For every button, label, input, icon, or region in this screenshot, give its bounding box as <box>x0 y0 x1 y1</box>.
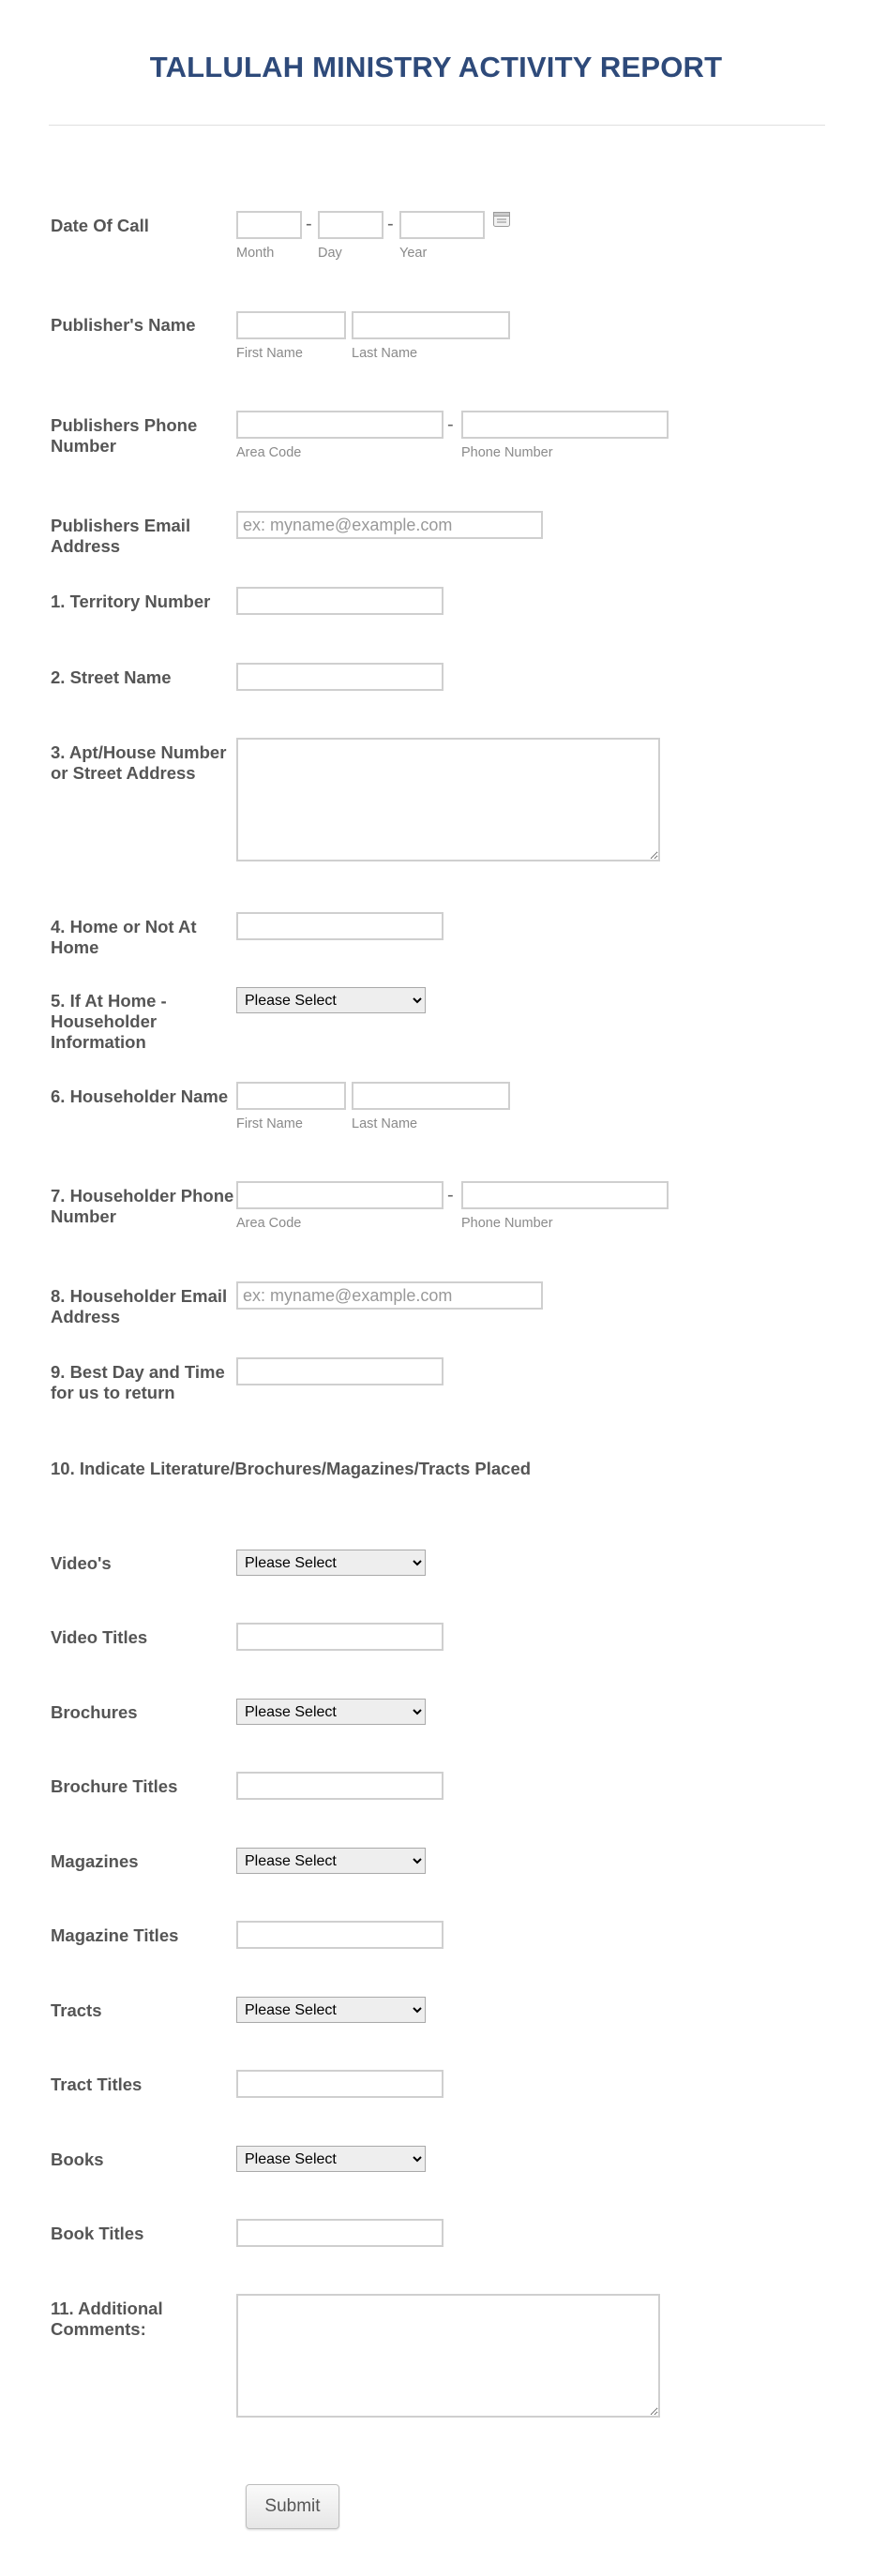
comments-label: 11. Additional Comments: <box>51 2299 163 2339</box>
magazines-select[interactable] <box>236 1848 426 1874</box>
householder-info-select[interactable] <box>236 987 426 1013</box>
brochure-titles-input[interactable] <box>236 1772 444 1800</box>
phone-separator: - <box>447 1185 454 1206</box>
year-sublabel: Year <box>399 246 428 261</box>
day-sublabel: Day <box>318 246 342 261</box>
publisher-last-name-input[interactable] <box>352 311 510 339</box>
area-code-sublabel: Area Code <box>236 445 302 460</box>
book-titles-label: Book Titles <box>51 2224 144 2243</box>
first-name-sublabel: First Name <box>236 1116 303 1131</box>
home-input[interactable] <box>236 912 444 940</box>
householder-last-name-input[interactable] <box>352 1082 510 1110</box>
last-name-sublabel: Last Name <box>352 346 418 361</box>
householder-phone-label: 7. Householder Phone Number <box>51 1186 234 1226</box>
video-titles-label: Video Titles <box>51 1627 148 1647</box>
territory-number-input[interactable] <box>236 587 444 615</box>
page-title: TALLULAH MINISTRY ACTIVITY REPORT <box>149 51 723 83</box>
title-divider <box>49 125 825 126</box>
books-label: Books <box>51 2149 104 2169</box>
street-name-label: 2. Street Name <box>51 667 172 687</box>
date-of-call-label: Date Of Call <box>51 216 149 235</box>
householder-info-label: 5. If At Home - Householder Information <box>51 991 167 1052</box>
phone-separator: - <box>447 414 454 435</box>
book-titles-input[interactable] <box>236 2219 444 2247</box>
territory-number-label: 1. Territory Number <box>51 592 211 611</box>
tracts-select[interactable] <box>236 1997 426 2023</box>
publisher-name-label: Publisher's Name <box>51 315 196 335</box>
month-input[interactable] <box>236 211 302 239</box>
year-input[interactable] <box>399 211 485 239</box>
address-textarea[interactable] <box>236 738 660 861</box>
home-label: 4. Home or Not At Home <box>51 917 197 957</box>
tract-titles-input[interactable] <box>236 2070 444 2098</box>
video-titles-input[interactable] <box>236 1623 444 1651</box>
date-separator: - <box>387 214 394 234</box>
videos-select[interactable] <box>236 1550 426 1576</box>
address-label: 3. Apt/House Number or Street Address <box>51 742 227 783</box>
comments-textarea[interactable] <box>236 2294 660 2418</box>
householder-first-name-input[interactable] <box>236 1082 346 1110</box>
date-separator: - <box>306 214 312 234</box>
publisher-email-input[interactable] <box>236 511 543 539</box>
brochure-titles-label: Brochure Titles <box>51 1776 178 1796</box>
videos-label: Video's <box>51 1553 112 1573</box>
first-name-sublabel: First Name <box>236 346 303 361</box>
householder-email-label: 8. Householder Email Address <box>51 1286 228 1326</box>
publisher-phone-label: Publishers Phone Number <box>51 415 198 456</box>
householder-area-code-input[interactable] <box>236 1181 444 1209</box>
magazine-titles-input[interactable] <box>236 1921 444 1949</box>
publisher-email-label: Publishers Email Address <box>51 516 191 556</box>
phone-number-sublabel: Phone Number <box>461 445 553 460</box>
tract-titles-label: Tract Titles <box>51 2074 143 2094</box>
householder-email-input[interactable] <box>236 1281 543 1310</box>
submit-button[interactable]: Submit <box>246 2484 339 2529</box>
householder-name-label: 6. Householder Name <box>51 1086 229 1106</box>
month-sublabel: Month <box>236 246 275 261</box>
publisher-area-code-input[interactable] <box>236 411 444 439</box>
calendar-icon[interactable] <box>493 212 510 227</box>
best-time-label: 9. Best Day and Time for us to return <box>51 1362 225 1402</box>
tracts-label: Tracts <box>51 2000 102 2020</box>
magazines-label: Magazines <box>51 1851 139 1871</box>
best-time-input[interactable] <box>236 1357 444 1385</box>
last-name-sublabel: Last Name <box>352 1116 418 1131</box>
householder-phone-number-input[interactable] <box>461 1181 669 1209</box>
brochures-select[interactable] <box>236 1699 426 1725</box>
magazine-titles-label: Magazine Titles <box>51 1925 179 1945</box>
books-select[interactable] <box>236 2146 426 2172</box>
brochures-label: Brochures <box>51 1702 138 1722</box>
street-name-input[interactable] <box>236 663 444 691</box>
publisher-phone-number-input[interactable] <box>461 411 669 439</box>
phone-number-sublabel: Phone Number <box>461 1216 553 1231</box>
day-input[interactable] <box>318 211 383 239</box>
literature-heading: 10. Indicate Literature/Brochures/Magazines/Tracts Placed <box>51 1459 532 1478</box>
publisher-first-name-input[interactable] <box>236 311 346 339</box>
area-code-sublabel: Area Code <box>236 1216 302 1231</box>
